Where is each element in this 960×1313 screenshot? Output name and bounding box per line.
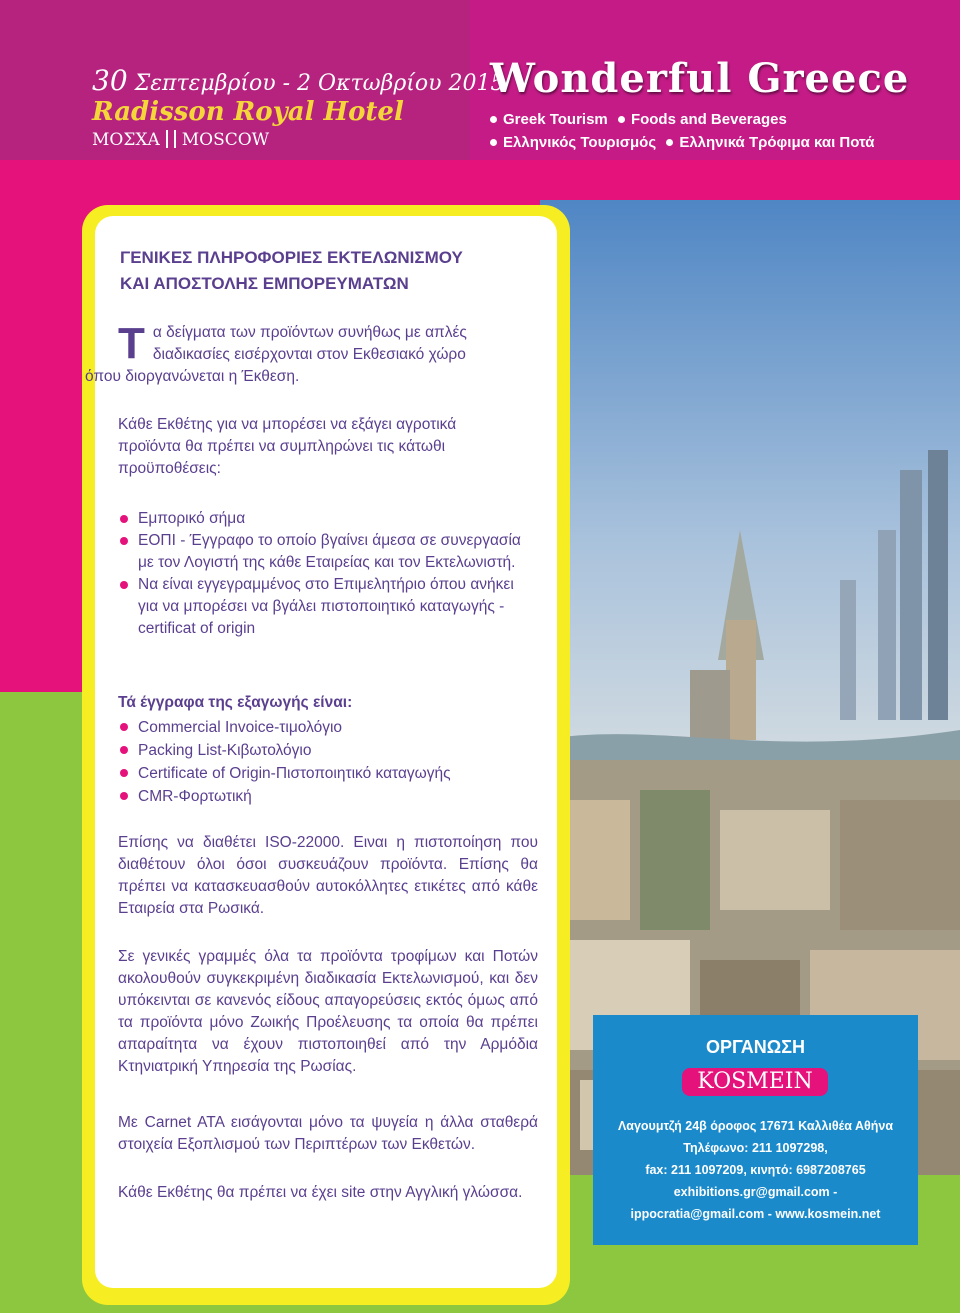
requirements-list xyxy=(118,508,538,640)
general-paragraph: Σε γενικές γραμμές όλα τα προϊόντα τροφίμων και Ποτών ακολουθούν συγκεκριμένη διαδικασία Εκτελωνισμού, και δεν υπόκεινται σε κανενός είδους απαγορεύσεις εκτός όμως από τα προϊόντα μόνο Ζωικής Προέλευσης τα οποία θα πρέπει απαραίτητα να έχουν πιστοποιηθεί από την Αρμόδια Κτηνιατρική Υπηρεσία της Ρωσίας. xyxy=(118,948,538,1075)
event-subtitle-en: Greek Tourism Foods and Beverages xyxy=(490,111,787,128)
documents-list xyxy=(118,716,538,808)
list-item: Certificate of Origin-Πιστοποιητικό καταγωγής xyxy=(118,762,538,785)
event-city: ΜΟΣΧΑ MOSCOW xyxy=(92,130,270,150)
organizer-fax: fax: 211 1097209, κινητό: 6987208765 xyxy=(645,1163,866,1177)
organizer-address: Λαγουμτζή 24β όροφος 17671 Καλλιθέα Αθήνα xyxy=(617,1119,894,1133)
city-separator xyxy=(166,130,176,148)
intro-paragraph: Τ α δείγματα των προϊόντων συνήθως με απλές διαδικασίες εισέρχονται στον Εκθεσιακό χώρο όπου διοργανώνεται η Έκθεση. xyxy=(85,319,467,385)
event-title: Wonderful Greece xyxy=(490,55,910,102)
bullet-dot-icon xyxy=(490,139,497,146)
list-item: ΕΟΠΙ - Έγγραφο το οποίο βγαίνει άμεσα σε συνεργασία με τον Λογιστή της κάθε Εταιρείας και τον Εκτελωνιστή. xyxy=(118,530,538,574)
site-paragraph: Κάθε Εκθέτης θα πρέπει να έχει site στην Αγγλική γλώσσα. xyxy=(118,1184,523,1201)
list-item: Commercial Invoice-τιμολόγιο xyxy=(118,716,538,739)
organizer-phone: Τηλέφωνο: 211 1097298, xyxy=(683,1141,828,1155)
organizer-email[interactable]: exhibitions.gr@gmail.com - xyxy=(673,1185,838,1199)
bullet-dot-icon xyxy=(618,116,625,123)
page-heading: ΓΕΝΙΚΕΣ ΠΛΗΡΟΦΟΡΙΕΣ ΕΚΤΕΛΩΝΙΣΜΟΥ ΚΑΙ ΑΠΟΣΤΟΛΗΣ ΕΜΠΟΡΕΥΜΑΤΩΝ xyxy=(120,248,463,293)
event-venue: Radisson Royal Hotel xyxy=(92,97,404,127)
requirements-paragraph: Κάθε Εκθέτης για να μπορέσει να εξάγει αγροτικά προϊόντα θα πρέπει να συμπληρώνει τις κάτωθι προϋποθέσεις: xyxy=(118,416,457,477)
organizer-title: ΟΡΓΑΝΩΣΗ xyxy=(705,1037,806,1057)
bullet-dot-icon xyxy=(666,139,673,146)
carnet-paragraph: Με Carnet ATA εισάγονται μόνο τα ψυγεία η άλλα σταθερά στοιχεία Εξοπλισμού των Περιπτέρων των Εκθετών. xyxy=(118,1114,538,1153)
event-subtitle-gr: Ελληνικός Τουρισμός Ελληνικά Τρόφιμα και Ποτά xyxy=(490,134,875,151)
iso-paragraph: Επίσης να διαθέτει ISO-22000. Ειναι η πιστοποίηση που διαθέτουν όλοι όσοι συσκευάζουν προϊόντα. Επίσης θα πρέπει να κατασκευασθούν αυτοκόλλητες ετικέτες από κάθε Εταιρεία στα Ρωσικά. xyxy=(118,834,538,917)
organizer-email-web[interactable]: ippocratia@gmail.com - www.kosmein.net xyxy=(630,1207,881,1221)
organizer-logo: KOSMEIN xyxy=(682,1068,828,1096)
list-item: Να είναι εγγεγραμμένος στο Επιμελητήριο όπου ανήκει για να μπορέσει να βγάλει πιστοποιητικό καταγωγής -certificat of origin xyxy=(118,574,538,640)
list-item: CMR-Φορτωτική xyxy=(118,785,538,808)
drop-cap: Τ xyxy=(118,319,145,368)
bullet-dot-icon xyxy=(490,116,497,123)
list-item: Εμπορικό σήμα xyxy=(118,508,538,530)
list-item: Packing List-Κιβωτολόγιο xyxy=(118,739,538,762)
documents-heading: Τά έγγραφα της εξαγωγής είναι: xyxy=(118,694,353,711)
organizer-box xyxy=(593,1015,918,1245)
organizer-contact xyxy=(593,1115,918,1225)
event-dates: 30 Σεπτεμβρίου - 2 Οκτωβρίου 2015 xyxy=(92,64,505,97)
